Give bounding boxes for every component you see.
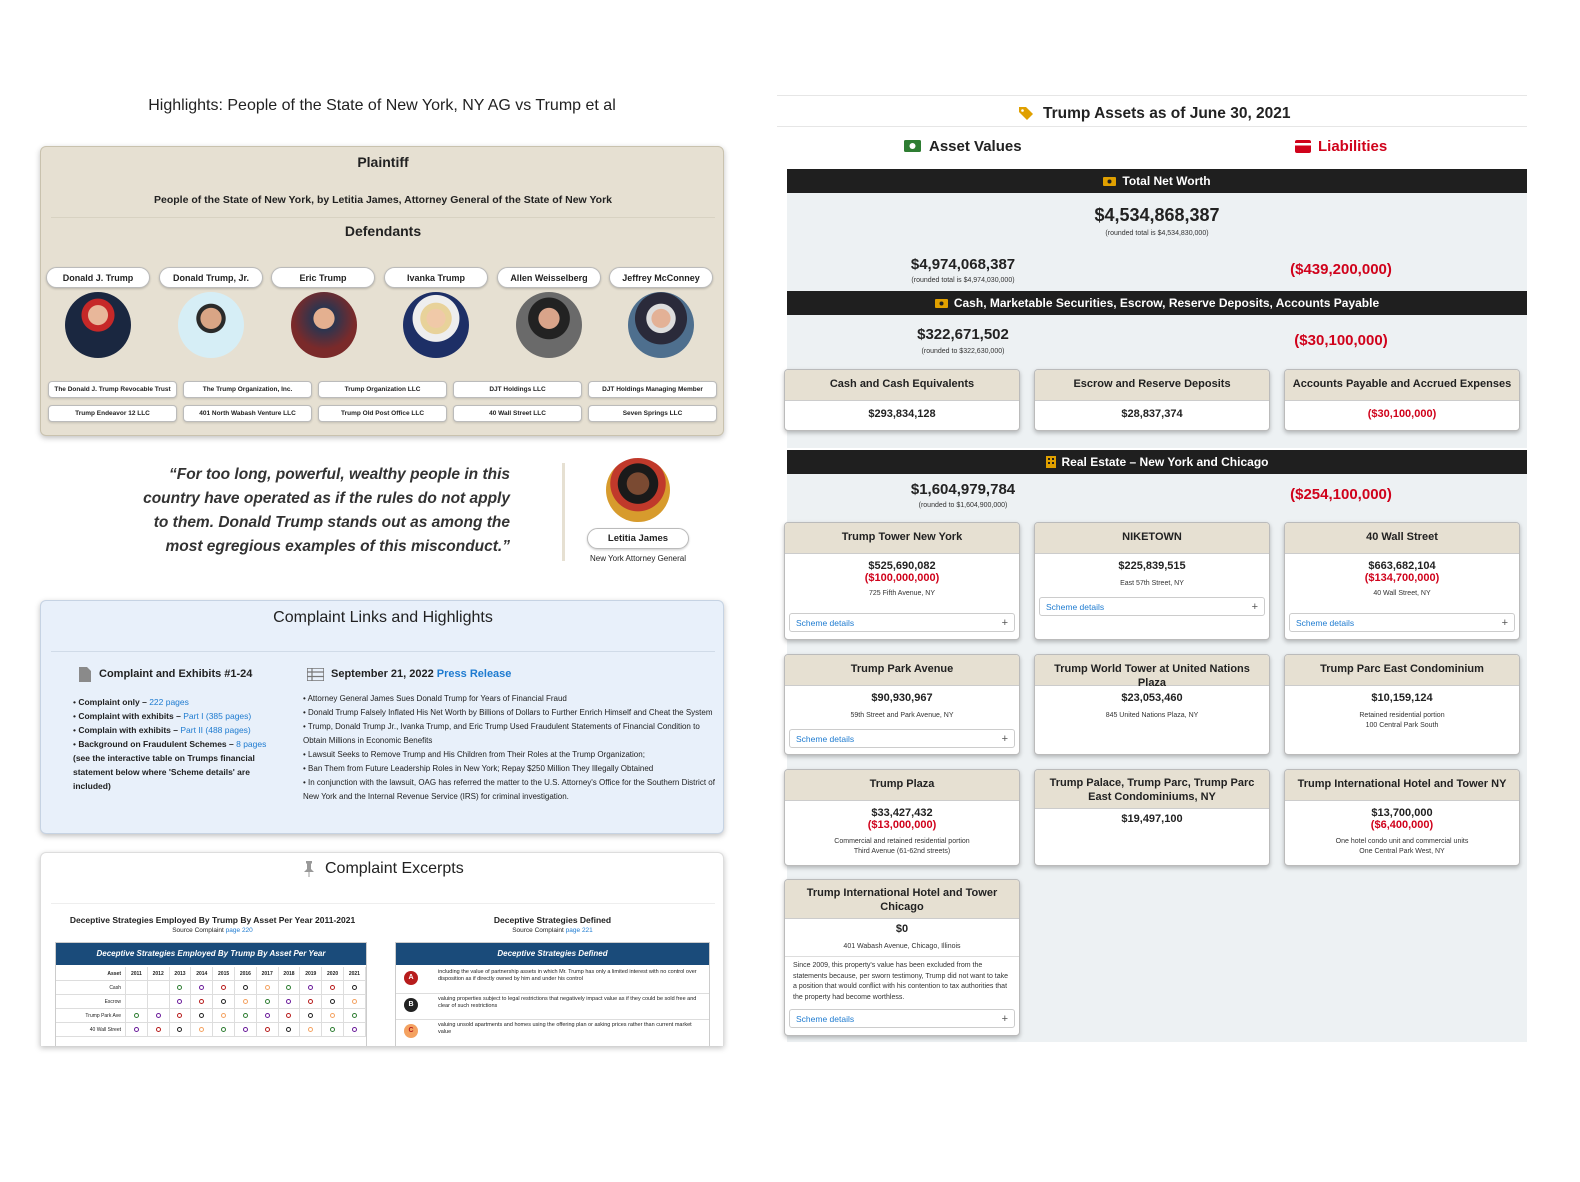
avatar-jeffrey-mcconney: [628, 292, 694, 358]
table-cell: [300, 981, 322, 995]
strategy-text: valuing properties subject to legal restrictions that negatively impact value as if they could be sold free and clear of such restrictions: [438, 996, 697, 1009]
property-value: $90,930,967: [871, 692, 933, 704]
asset-values-label: Asset Values: [929, 138, 1022, 155]
strategy-dot: [221, 1013, 226, 1018]
excerpt1-page-link[interactable]: page 220: [225, 927, 253, 934]
table-cell: [126, 981, 148, 995]
strategy-dot: [330, 985, 335, 990]
plaintiff-name: People of the State of New York, by Letitia James, Attorney General of the State of New York: [153, 194, 613, 206]
list-item: • Ban Them from Future Leadership Roles in New York; Repay $250 Million They Illegally Obtained: [303, 764, 654, 773]
defendant-pill[interactable]: Jeffrey McConney: [609, 267, 713, 288]
cash-rounded: (rounded to $322,630,000): [921, 348, 1005, 355]
plaintiff-heading: Plaintiff: [357, 154, 409, 170]
strategy-dot: [221, 999, 226, 1004]
net-worth-value: $4,534,868,387: [1094, 205, 1220, 225]
property-address: 845 United Nations Plaza, NY: [1105, 712, 1199, 719]
exhibits-list: [73, 695, 283, 793]
divider: [51, 903, 715, 904]
property-card: [784, 769, 1020, 866]
table-cell: [300, 995, 322, 1009]
plus-icon: +: [1501, 616, 1508, 629]
property-address: Retained residential portion: [1359, 712, 1445, 719]
property-note: Since 2009, this property's value has been excluded from the statements because, per sworn testimony, Trump did not want to take a position that would conflict with his contention to tax authorities that the property had become worthless.: [793, 962, 1009, 1001]
divider: [51, 651, 715, 652]
strategy-dot: [243, 1027, 248, 1032]
table-cell: [213, 1023, 235, 1037]
defendant-pill[interactable]: Donald J. Trump: [46, 267, 150, 288]
cash-value: $322,671,502: [917, 326, 1009, 343]
table-cell: [191, 1009, 213, 1023]
asset-card: [784, 369, 1020, 431]
liability-card: [1284, 369, 1520, 431]
property-value: $663,682,104: [1368, 560, 1436, 572]
excerpt1-table: [55, 942, 367, 1046]
defendant-pill[interactable]: Eric Trump: [271, 267, 375, 288]
entity-pill[interactable]: Trump Endeavor 12 LLC: [48, 405, 177, 422]
avatar-allen-weisselberg: [516, 292, 582, 358]
avatar-ivanka-trump: [403, 292, 469, 358]
list-item: • Donald Trump Falsely Inflated His Net Worth by Billions of Dollars to Further Enrich Himself and Cheat the System: [303, 708, 713, 717]
strategy-text: including the value of partnership assets in which Mr. Trump has only a limited interest with no control over disposition as if directly owned by him and under his control: [438, 969, 697, 982]
plus-icon: +: [1251, 600, 1258, 613]
property-value: $525,690,082: [868, 560, 936, 572]
strategy-dot: [199, 1027, 204, 1032]
property-title: Trump Parc East Condominium: [1285, 655, 1519, 686]
strategy-dot: [308, 985, 313, 990]
pin-icon: [303, 861, 315, 877]
property-address: 401 Wabash Avenue, Chicago, Illinois: [785, 942, 1019, 957]
list-item: • Complaint only – 222 pages: [73, 697, 189, 707]
table-cell: [344, 1009, 366, 1023]
table-cell: [148, 1009, 170, 1023]
table-header-cell: 2017: [257, 967, 279, 981]
strategy-dot: [134, 1013, 139, 1018]
strategy-dot: [286, 999, 291, 1004]
table-row-label: Escrow: [56, 995, 126, 1009]
table-cell: [322, 981, 344, 995]
entity-pill[interactable]: Seven Springs LLC: [588, 405, 717, 422]
table-cell: [170, 1009, 192, 1023]
real-estate-liabilities: ($254,100,000): [1290, 486, 1392, 503]
strategy-badge: B: [404, 998, 418, 1012]
press-heading: September 21, 2022 Press Release: [331, 668, 512, 680]
strategy-text: valuing unsold apartments and homes using the offering plan or asking prices rather than current market value: [438, 1022, 692, 1035]
property-card: [1034, 769, 1270, 866]
page-title: Highlights: People of the State of New York, NY AG vs Trump et al: [148, 97, 616, 114]
strategy-dot: [199, 985, 204, 990]
entity-pill[interactable]: Trump Old Post Office LLC: [318, 405, 447, 422]
table-cell: [322, 1023, 344, 1037]
strategy-badge: C: [404, 1024, 418, 1038]
property-title: Trump Park Avenue: [785, 655, 1019, 686]
table-cell: [148, 995, 170, 1009]
table-cell: [191, 1023, 213, 1037]
table-header-cell: Asset: [56, 967, 126, 981]
table-cell: [126, 995, 148, 1009]
strategy-dot: [265, 1013, 270, 1018]
property-value: $23,053,460: [1121, 692, 1183, 704]
strategy-dot: [177, 999, 182, 1004]
table-cell: [257, 995, 279, 1009]
strategy-dot: [265, 1027, 270, 1032]
credit-card-icon: [1295, 140, 1311, 153]
asset-card-title: Cash and Cash Equivalents: [785, 370, 1019, 401]
assets-title: Trump Assets as of June 30, 2021: [1043, 105, 1291, 122]
asset-card-title: Accounts Payable and Accrued Expenses: [1285, 370, 1519, 401]
liabilities-label: Liabilities: [1318, 138, 1388, 155]
scheme-details-toggle[interactable]: Scheme details +: [789, 1009, 1015, 1028]
list-item: • In conjunction with the lawsuit, OAG has referred the matter to the U.S. Attorney's Office for the Southern District of New York and the Internal Revenue Service (IRS) for criminal investigation.: [303, 778, 715, 801]
background-link[interactable]: 8 pages: [236, 739, 267, 749]
exhibits-title: Complaint and Exhibits #1-24: [99, 668, 253, 680]
table-cell: [279, 1023, 301, 1037]
property-value: $13,700,000: [1371, 807, 1433, 819]
money-icon: [935, 299, 948, 308]
real-estate-value: $1,604,979,784: [910, 481, 1016, 498]
property-address: 40 Wall Street, NY: [1373, 590, 1431, 597]
divider: [777, 126, 1527, 127]
property-address-line2: 100 Central Park South: [1365, 722, 1439, 729]
property-title: Trump International Hotel and Tower NY: [1285, 770, 1519, 801]
property-card: [1034, 654, 1270, 755]
complaint-excerpts-card: [40, 852, 724, 1046]
total-liabilities-value: ($439,200,000): [1290, 261, 1392, 278]
building-icon: [1046, 456, 1056, 468]
property-value: $19,497,100: [1121, 813, 1183, 825]
property-title: Trump Tower New York: [785, 523, 1019, 554]
strategy-dot: [286, 1013, 291, 1018]
list-item: • Complaint with exhibits – Part I (385 pages): [73, 711, 252, 721]
table-header-cell: 2012: [148, 967, 170, 981]
real-estate-bar: Real Estate – New York and Chicago: [787, 450, 1527, 474]
table-cell: [322, 995, 344, 1009]
plus-icon: +: [1001, 732, 1008, 745]
asset-card-value: $293,834,128: [868, 408, 936, 420]
asset-card-value: ($30,100,000): [1367, 408, 1437, 420]
divider: [777, 95, 1527, 96]
property-card: [784, 522, 1020, 640]
table-cell: [257, 1009, 279, 1023]
money-icon: [1103, 177, 1116, 186]
list-item: • Attorney General James Sues Donald Trump for Years of Financial Fraud: [303, 694, 567, 703]
property-address-line2: One Central Park West, NY: [1359, 848, 1445, 855]
property-card: [1284, 522, 1520, 640]
strategy-dot: [134, 1027, 139, 1032]
plus-icon: +: [1001, 616, 1008, 629]
cash-section-bar: Cash, Marketable Securities, Escrow, Reserve Deposits, Accounts Payable: [787, 291, 1527, 315]
property-card: [1034, 522, 1270, 640]
property-value: $225,839,515: [1118, 560, 1186, 572]
entity-pill[interactable]: 401 North Wabash Venture LLC: [183, 405, 312, 422]
strategy-dot: [199, 999, 204, 1004]
table-cell: [257, 981, 279, 995]
net-worth-rounded: (rounded total is $4,534,830,000): [1105, 230, 1209, 237]
press-list: [303, 692, 721, 804]
property-card: [784, 654, 1020, 755]
table-icon: [307, 668, 324, 681]
scheme-details-toggle[interactable]: Scheme details +: [1039, 597, 1265, 616]
plus-icon: +: [1001, 1012, 1008, 1025]
table-cell: [344, 981, 366, 995]
strategy-dot: [243, 1013, 248, 1018]
table-cell: [148, 1023, 170, 1037]
links-title: Complaint Links and Highlights: [273, 609, 493, 626]
property-card: [784, 879, 1020, 1036]
property-title: Trump International Hotel and Tower Chicago: [785, 880, 1019, 919]
strategy-dot: [286, 985, 291, 990]
strategy-dot: [177, 1013, 182, 1018]
exhibits-part2-link[interactable]: Part II (488 pages): [180, 725, 251, 735]
exhibits-part1-link[interactable]: Part I (385 pages): [183, 711, 252, 721]
list-item: • Trump, Donald Trump Jr., Ivanka Trump, and Eric Trump Used Fraudulent Statements of Financial Condition to Obtain Millions in Economic Benefits: [303, 722, 700, 745]
table-cell: [279, 995, 301, 1009]
property-title: Trump Plaza: [785, 770, 1019, 801]
net-worth-bar: Total Net Worth: [787, 169, 1527, 193]
strategy-dot: [156, 1027, 161, 1032]
strategy-dot: [330, 1013, 335, 1018]
scheme-details-toggle[interactable]: Scheme details +: [1289, 613, 1515, 632]
table-cell: [235, 1023, 257, 1037]
table-cell: [322, 1009, 344, 1023]
strategy-badge: A: [404, 971, 418, 985]
entity-pill[interactable]: The Donald J. Trump Revocable Trust: [48, 381, 177, 398]
property-title: Trump Palace, Trump Parc, Trump Parc East Condominiums, NY: [1035, 770, 1269, 809]
table-cell: [235, 995, 257, 1009]
defendant-pill[interactable]: Allen Weisselberg: [497, 267, 601, 288]
table-header-cell: 2015: [213, 967, 235, 981]
asset-card-title: Escrow and Reserve Deposits: [1035, 370, 1269, 401]
list-item: • Complain with exhibits – Part II (488 pages): [73, 725, 251, 735]
table-cell: [344, 1023, 366, 1037]
entity-pill[interactable]: DJT Holdings LLC: [453, 381, 582, 398]
complaint-link[interactable]: 222 pages: [149, 697, 189, 707]
strategy-dot: [221, 985, 226, 990]
table-cell: [235, 981, 257, 995]
strategy-dot: [177, 985, 182, 990]
property-liability: ($6,400,000): [1370, 819, 1434, 831]
strategy-row: [396, 1019, 709, 1035]
strategy-dot: [352, 999, 357, 1004]
table-cell: [170, 1023, 192, 1037]
property-address: One hotel condo unit and commercial units: [1335, 838, 1469, 845]
table-cell: [213, 981, 235, 995]
strategy-dot: [243, 985, 248, 990]
strategy-dot: [352, 1027, 357, 1032]
asset-card-value: $28,837,374: [1121, 408, 1183, 420]
table-cell: [170, 995, 192, 1009]
quote-author: Letitia James: [587, 528, 689, 549]
entity-pill[interactable]: Trump Organization LLC: [318, 381, 447, 398]
strategy-dot: [330, 999, 335, 1004]
strategy-dot: [221, 1027, 226, 1032]
divider: [51, 217, 715, 218]
defendant-pill[interactable]: Ivanka Trump: [384, 267, 488, 288]
parties-card: [40, 146, 724, 436]
table-cell: [170, 981, 192, 995]
complaint-links-card: [40, 600, 724, 834]
property-liability: ($100,000,000): [864, 572, 940, 584]
table-header-cell: 2018: [279, 967, 301, 981]
entity-pill[interactable]: DJT Holdings Managing Member: [588, 381, 717, 398]
table-cell: [126, 1009, 148, 1023]
strategy-dot: [308, 999, 313, 1004]
table-header-cell: 2014: [191, 967, 213, 981]
excerpt1-source: Source Complaint page 220: [172, 927, 253, 934]
excerpt2-page-link[interactable]: page 221: [565, 927, 593, 934]
quote-author-role: New York Attorney General: [589, 554, 687, 563]
table-cell: [191, 981, 213, 995]
table-cell: [257, 1023, 279, 1037]
table-cell: [191, 995, 213, 1009]
property-address: Commercial and retained residential portion: [834, 838, 970, 845]
table-cell: [235, 1009, 257, 1023]
strategy-row: [396, 993, 709, 1009]
total-assets-value: $4,974,068,387: [910, 256, 1016, 273]
entity-pill[interactable]: 40 Wall Street LLC: [453, 405, 582, 422]
entity-pill[interactable]: The Trump Organization, Inc.: [183, 381, 312, 398]
strategy-dot: [177, 1027, 182, 1032]
defendants-heading: Defendants: [344, 223, 422, 239]
table-cell: [279, 981, 301, 995]
property-address: East 57th Street, NY: [1120, 580, 1184, 587]
strategy-dot: [308, 1027, 313, 1032]
table-row-label: Cash: [56, 981, 126, 995]
property-value: $0: [895, 923, 909, 935]
strategy-dot: [265, 985, 270, 990]
excerpt2-title: Deceptive Strategies Defined: [493, 915, 612, 925]
strategy-dot: [199, 1013, 204, 1018]
total-assets-rounded: (rounded total is $4,974,030,000): [911, 277, 1015, 284]
defendant-pill[interactable]: Donald Trump, Jr.: [159, 267, 263, 288]
table-cell: [279, 1009, 301, 1023]
table-header-cell: 2011: [126, 967, 148, 981]
excerpt1-table-title: Deceptive Strategies Employed By Trump By Asset Per Year: [56, 943, 366, 965]
strategy-dot: [156, 1013, 161, 1018]
quote-divider: [562, 463, 565, 561]
table-header-cell: 2021: [344, 967, 366, 981]
quote-text: “For too long, powerful, wealthy people in this country have operated as if the rules do not apply to them. Donald Trump stands out as among the most egregious examples of this misconduct.”: [143, 466, 510, 555]
strategy-dot: [243, 999, 248, 1004]
property-title: 40 Wall Street: [1285, 523, 1519, 554]
strategy-dot: [308, 1013, 313, 1018]
avatar-donald-trump: [65, 292, 131, 358]
excerpts-title: Complaint Excerpts: [325, 860, 464, 877]
money-icon: [904, 140, 921, 152]
real-estate-rounded: (rounded to $1,604,900,000): [918, 502, 1008, 509]
strategy-dot: [265, 999, 270, 1004]
table-cell: [213, 1009, 235, 1023]
property-title: Trump World Tower at United Nations Plaza: [1035, 655, 1269, 686]
avatar-donald-trump-jr: [178, 292, 244, 358]
table-cell: [344, 995, 366, 1009]
press-release-link[interactable]: Press Release: [436, 668, 512, 680]
property-address: 725 Fifth Avenue, NY: [868, 590, 936, 597]
excerpt2-source: Source Complaint page 221: [512, 927, 593, 934]
property-value: $33,427,432: [871, 807, 933, 819]
table-row-label: 40 Wall Street: [56, 1023, 126, 1037]
table-row-label: Trump Park Ave: [56, 1009, 126, 1023]
strategy-dot: [330, 1027, 335, 1032]
property-address: 59th Street and Park Avenue, NY: [850, 712, 954, 719]
excerpt2-table-title: Deceptive Strategies Defined: [396, 943, 709, 965]
table-cell: [300, 1009, 322, 1023]
scheme-details-toggle[interactable]: Scheme details +: [789, 729, 1015, 748]
list-item: • Background on Fraudulent Schemes – 8 pages (see the interactive table on Trumps financial statement below where 'Scheme details' are included): [73, 739, 267, 791]
strategy-dot: [286, 1027, 291, 1032]
document-icon: [79, 667, 91, 682]
strategy-dot: [352, 1013, 357, 1018]
tags-icon: [1019, 106, 1035, 120]
property-card: [1284, 769, 1520, 866]
property-title: NIKETOWN: [1035, 523, 1269, 554]
property-address-line2: Third Avenue (61-62nd streets): [853, 848, 951, 855]
scheme-details-toggle[interactable]: Scheme details +: [789, 613, 1015, 632]
table-header-cell: 2019: [300, 967, 322, 981]
asset-card: [1034, 369, 1270, 431]
avatar-eric-trump: [291, 292, 357, 358]
avatar-letitia-james: [606, 458, 670, 522]
strategy-dot: [352, 985, 357, 990]
property-card: [1284, 654, 1520, 755]
table-cell: [300, 1023, 322, 1037]
table-header-cell: 2020: [322, 967, 344, 981]
table-header-cell: 2016: [235, 967, 257, 981]
property-value: $10,159,124: [1371, 692, 1433, 704]
property-liability: ($134,700,000): [1364, 572, 1440, 584]
table-cell: [126, 1023, 148, 1037]
cash-liabilities: ($30,100,000): [1294, 332, 1388, 349]
table-cell: [148, 981, 170, 995]
property-liability: ($13,000,000): [867, 819, 937, 831]
table-cell: [213, 995, 235, 1009]
excerpt2-table: [395, 942, 710, 1046]
excerpt1-title: Deceptive Strategies Employed By Trump By Asset Per Year 2011-2021: [69, 915, 356, 925]
table-header-cell: 2013: [170, 967, 192, 981]
list-item: • Lawsuit Seeks to Remove Trump and His Children from Their Roles at the Trump Organization;: [303, 750, 645, 759]
